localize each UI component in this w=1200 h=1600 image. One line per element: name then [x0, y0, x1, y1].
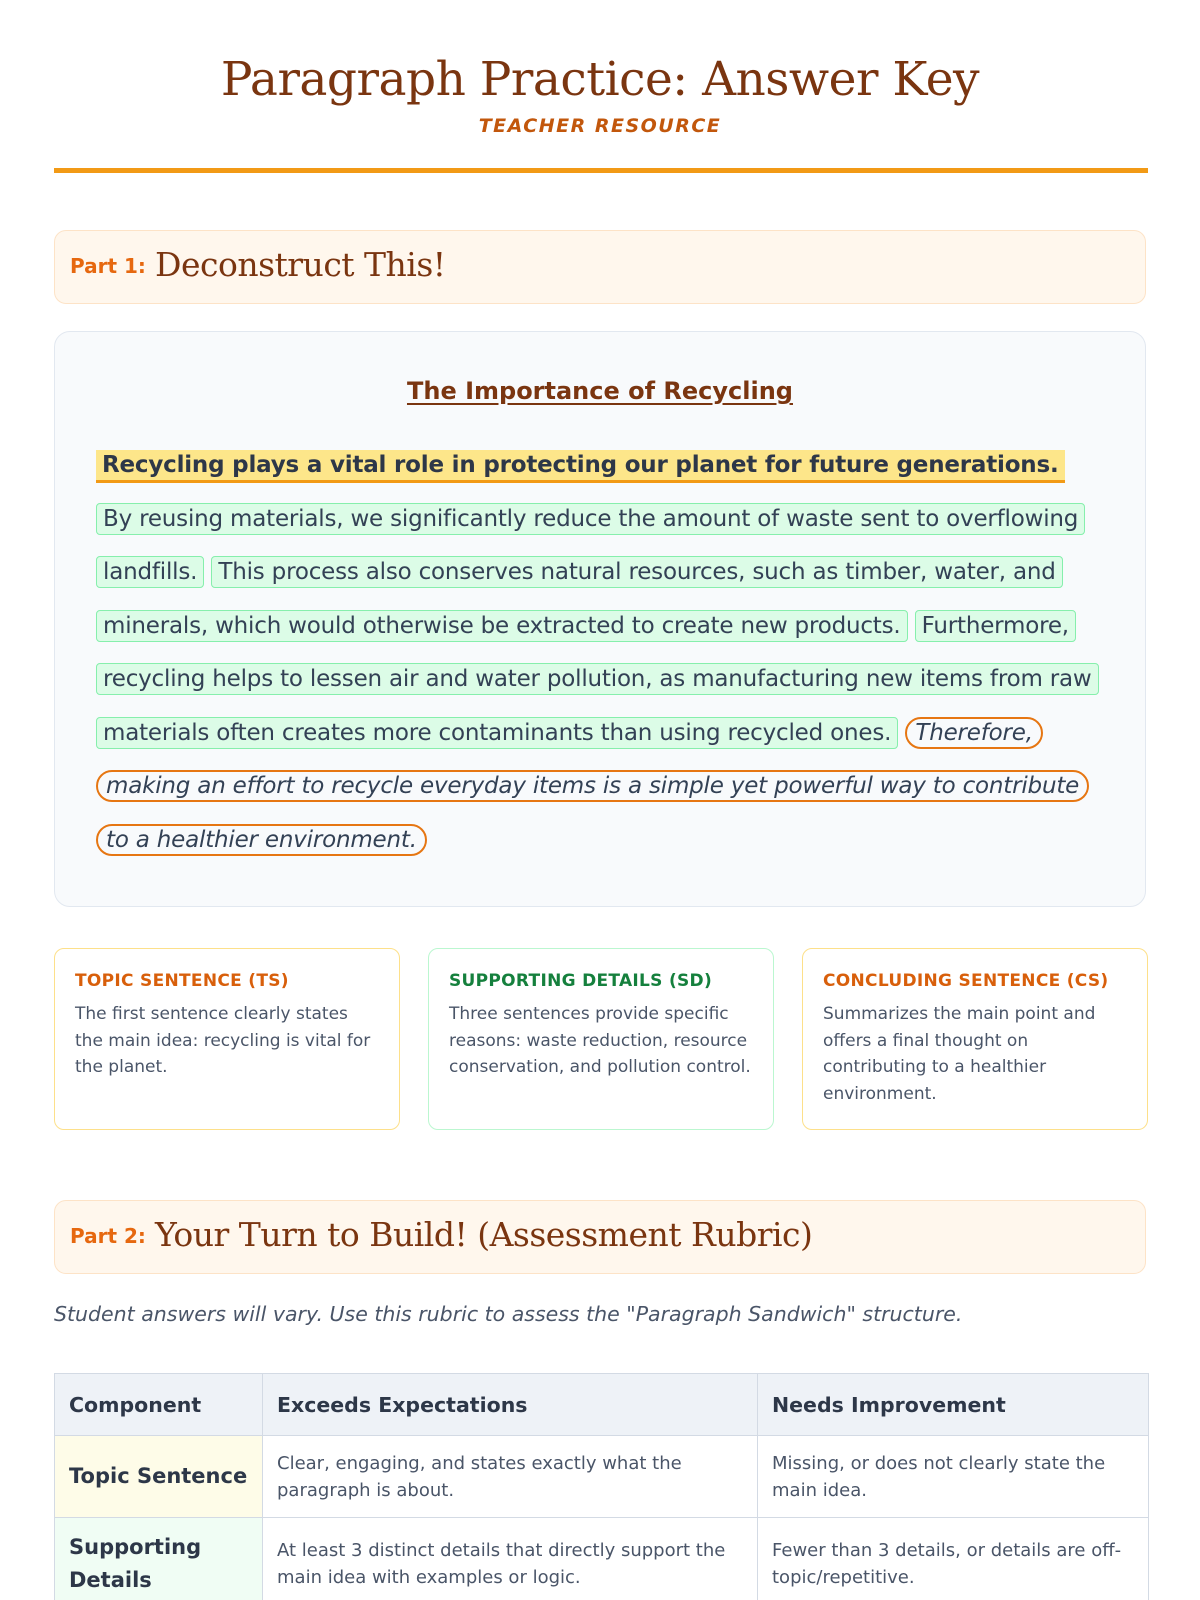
legend-description: Summarizes the main point and offers a final thought on contributing to a healthier environment.: [823, 1004, 1096, 1104]
needs-cell: Missing, or does not clearly state the main idea.: [758, 1436, 1149, 1518]
legend-card-topic-sentence: [54, 948, 400, 1130]
assessment-rubric-table: [54, 1373, 1149, 1600]
rubric-instructions: Student answers will vary. Use this rubric to assess the "Paragraph Sandwich" structure.: [54, 1302, 963, 1326]
part2-label: Part 2:: [70, 1224, 146, 1248]
topic-sentence-highlight: Recycling plays a vital role in protecting our planet for future generations.: [96, 450, 1065, 483]
table-header-row: [55, 1374, 1149, 1436]
supporting-detail-1: By reusing materials, we significantly reduce the amount of waste sent to overflowing landfills.: [96, 503, 1085, 589]
supporting-detail-2: This process also conserves natural resources, such as timber, water, and minerals, which would otherwise be extracted to create new products.: [96, 556, 1063, 642]
paragraph-body: [96, 439, 1106, 867]
table-row: [55, 1436, 1149, 1518]
table-row: [55, 1518, 1149, 1600]
exceeds-cell: At least 3 distinct details that directly support the main idea with examples or logic.: [263, 1518, 758, 1600]
column-header-needs: Needs Improvement: [758, 1374, 1149, 1436]
legend-title: CONCLUDING SENTENCE (CS): [823, 971, 1109, 991]
part2-header: [54, 1200, 1146, 1274]
part1-title: Deconstruct This!: [155, 245, 446, 284]
legend-description: Three sentences provide specific reasons: waste reduction, resource conservation, and pollution control.: [449, 1004, 751, 1077]
annotated-paragraph-card: [54, 331, 1146, 907]
component-cell: Supporting Details: [55, 1518, 263, 1600]
legend-card-supporting-details: [428, 948, 774, 1130]
exceeds-cell: Clear, engaging, and states exactly what the paragraph is about.: [263, 1436, 758, 1518]
paragraph-title: The Importance of Recycling: [406, 377, 793, 405]
legend-title: TOPIC SENTENCE (TS): [75, 971, 289, 991]
part1-label: Part 1:: [70, 254, 146, 278]
legend-title: SUPPORTING DETAILS (SD): [449, 971, 713, 991]
part1-header: [54, 230, 1146, 304]
part2-title: Your Turn to Build! (Assessment Rubric): [155, 1215, 813, 1254]
component-cell: Topic Sentence: [55, 1436, 263, 1518]
legend-description: The first sentence clearly states the main idea: recycling is vital for the planet.: [75, 1004, 371, 1077]
column-header-exceeds: Exceeds Expectations: [263, 1374, 758, 1436]
needs-cell: Fewer than 3 details, or details are off-topic/repetitive.: [758, 1518, 1149, 1600]
column-header-component: Component: [55, 1374, 263, 1436]
document-subtitle: TEACHER RESOURCE: [478, 115, 722, 137]
concluding-sentence-highlight: Therefore, making an effort to recycle everyday items is a simple yet powerful way to contribute to a healthier environment.: [96, 717, 1089, 856]
header-divider: [54, 168, 1148, 173]
document-title: Paragraph Practice: Answer Key: [220, 52, 980, 107]
supporting-detail-3: Furthermore, recycling helps to lessen air and water pollution, as manufacturing new items from raw materials often creates more contaminants than using recycled ones.: [96, 610, 1099, 749]
legend-card-concluding-sentence: [802, 948, 1148, 1130]
